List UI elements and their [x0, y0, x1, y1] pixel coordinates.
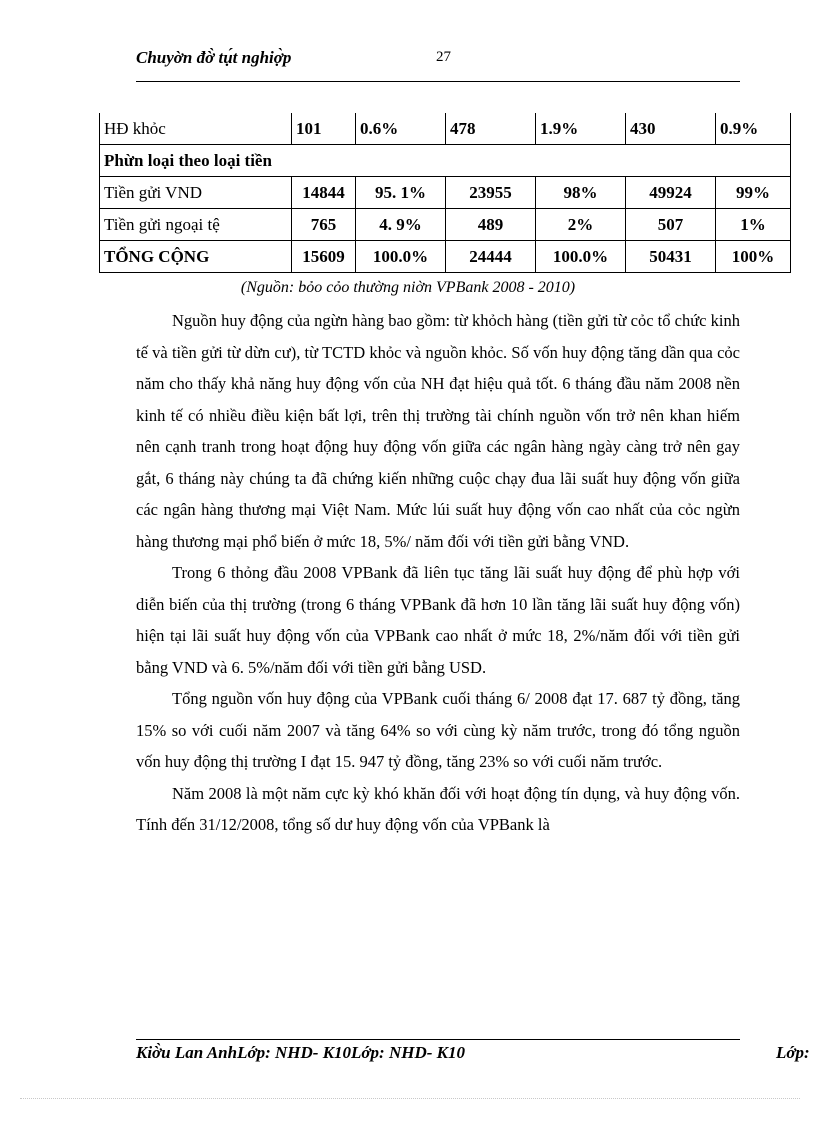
table-source-note: (Nguồn: bỏo cỏo thường niờn VPBank 2008 - 2010) [240, 279, 576, 296]
row-label: Tiền gửi VND [100, 177, 292, 209]
funding-table [99, 113, 791, 273]
table-cell: 0.9% [716, 113, 791, 145]
table-cell: 507 [626, 209, 716, 241]
footer-rule [136, 1039, 740, 1040]
table-cell: 99% [716, 177, 791, 209]
table-cell: 0.6% [356, 113, 446, 145]
table-cell: 1.9% [536, 113, 626, 145]
footer-class: Lớp: [776, 1043, 810, 1062]
table-cell: 23955 [446, 177, 536, 209]
paragraph: Nguồn huy động của ngừn hàng bao gồm: từ khỏch hàng (tiền gửi từ cỏc tổ chức kinh tế và tiền gửi từ dừn cư), từ TCTD khỏc và nguồn khỏc. Số vốn huy động tăng dần qua cỏc năm cho thấy khả năng huy động vốn của NH đạt hiệu quả tốt. 6 tháng đầu năm 2008 nền kinh tế có nhiều điều kiện bất lợi, trên thị trường tài chính nguồn vốn trở nên khan hiếm nên cạnh tranh trong hoạt động huy động vốn giữa các ngân hàng ngày càng trở nên gay gắt, 6 tháng này chúng ta đã chứng kiến những cuộc chạy đua lãi suất huy động vốn giữa các ngân hàng thương mại Việt Nam. Mức lúi suất huy động vốn cao nhất của cỏc ngừn hàng thương mại phổ biến ở mức 18, 5%/ năm đối với tiền gửi bằng VND. [136, 311, 740, 551]
table-row [100, 209, 791, 241]
header-rule [136, 81, 740, 82]
table-cell: 478 [446, 113, 536, 145]
table-cell: 24444 [446, 241, 536, 273]
table-cell: 95. 1% [356, 177, 446, 209]
table-row [100, 177, 791, 209]
page-number: 27 [436, 49, 451, 65]
table-cell: 98% [536, 177, 626, 209]
table-cell: 489 [446, 209, 536, 241]
table-cell: 100.0% [536, 241, 626, 273]
section-label: Phừn loại theo loại tiền [100, 145, 791, 177]
table-cell: 430 [626, 113, 716, 145]
row-label: HĐ khỏc [100, 113, 292, 145]
paragraph: Năm 2008 là một năm cực kỳ khó khăn đối với hoạt động tín dụng, và huy động vốn. Tính đến 31/12/2008, tổng số dư huy động vốn của VPBank là [136, 783, 740, 834]
table-cell: 1% [716, 209, 791, 241]
table-row [100, 113, 791, 145]
table-cell: 765 [292, 209, 356, 241]
table-cell: 50431 [626, 241, 716, 273]
paragraph: Tổng nguồn vốn huy động của VPBank cuối tháng 6/ 2008 đạt 17. 687 tỷ đồng, tăng 15% so với cuối năm 2007 và tăng 64% so với cùng kỳ năm trước, trong đó tổng nguồn vốn huy động thị trường I đạt 15. 947 tỷ đồng, tăng 23% so với cuối năm trước. [136, 689, 740, 771]
table-cell: 100% [716, 241, 791, 273]
table-cell: 101 [292, 113, 356, 145]
table-cell: 100.0% [356, 241, 446, 273]
table-section-row [100, 145, 791, 177]
row-label: Tiền gửi ngoại tệ [100, 209, 292, 241]
page-edge-dots [20, 1098, 800, 1099]
row-label: TỔNG CỘNG [100, 241, 292, 273]
table-cell: 15609 [292, 241, 356, 273]
body-text [136, 305, 740, 841]
footer-author: Kiờ̀u Lan AnhLớp: NHD- K10Lớp: NHD- K10 [136, 1043, 465, 1062]
paragraph: Trong 6 thỏng đầu 2008 VPBank đã liên tục tăng lãi suất huy động để phù hợp với diễn biến của thị trường (trong 6 tháng VPBank đã hơn 10 lần tăng lãi suất huy động vốn) hiện tại lãi suất huy động vốn của VPBank cao nhất ở mức 18, 2%/năm đối với tiền gửi bằng VND và 6. 5%/năm đối với tiền gửi bằng USD. [136, 563, 740, 677]
header-title: Chuyờn đờ̀ tụ́t nghiợ̀p [136, 48, 292, 67]
table-cell: 49924 [626, 177, 716, 209]
table-total-row [100, 241, 791, 273]
table-cell: 4. 9% [356, 209, 446, 241]
table-cell: 2% [536, 209, 626, 241]
table-cell: 14844 [292, 177, 356, 209]
